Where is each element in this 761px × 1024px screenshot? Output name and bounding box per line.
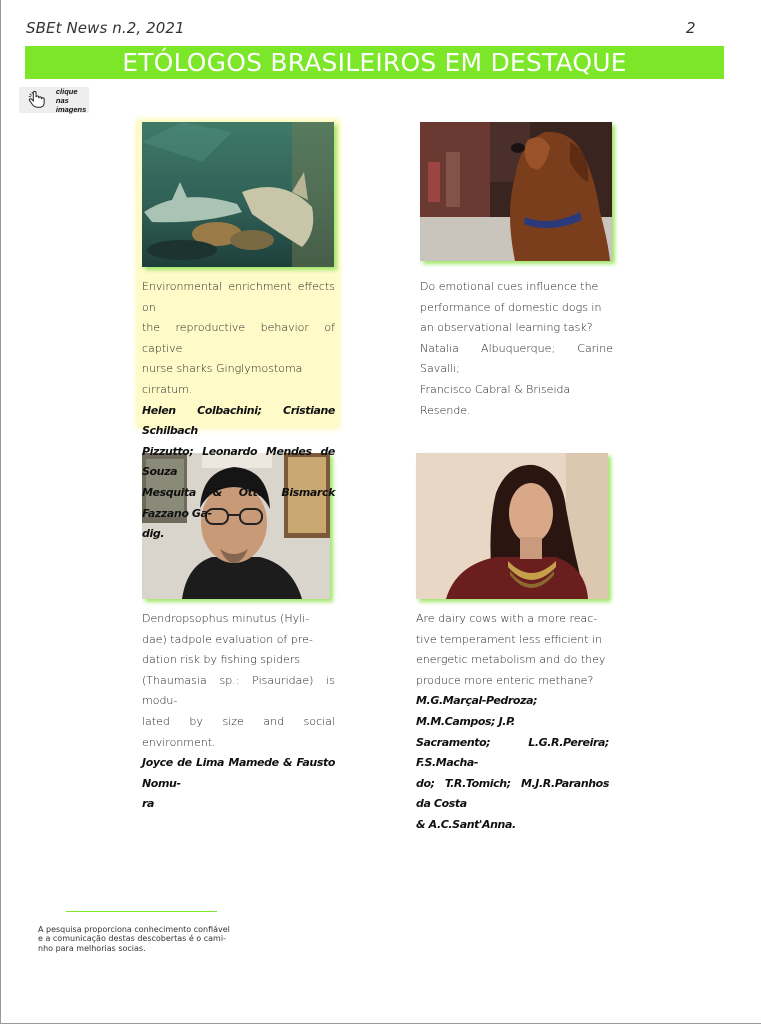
article-caption-4[interactable]: Are dairy cows with a more reac- tive temperament less efficient in energetic metabolism and do they produce more enteric methane? M.G.Marçal-Pedroza; M.M.Campos; J.P. Sacramento; L.G.R.Pereira; F.S.Macha- do; T.R.Tomich; M.J.R.Paranhos da Costa & A.C.Sant'Anna.	[416, 612, 609, 831]
footer-note: A pesquisa proporciona conhecimento confiável e a comunicação destas descobertas é o cami- nho para melhorias socias.	[38, 925, 230, 953]
hand-pointer-icon	[27, 90, 47, 110]
section-banner	[25, 46, 724, 79]
article-caption-3[interactable]: Dendropsophus minutus (Hyli- dae) tadpole evaluation of pre- dation risk by fishing spiders (Thaumasia sp.: Pisauridae) is modu- lated by size and social environment. Joyce de Lima Mamede & Fausto Nomu- ra	[142, 612, 335, 811]
article-caption-1[interactable]: Environmental enrichment effects on the reproductive behavior of captive nurse sharks Ginglymostoma cirratum. Helen Colbachini; Cristiane Schilbach Pizzutto; Leonardo Mendes de Souza Mesquita & Otto Bismarck Fazzano Ga- dig.	[142, 280, 335, 541]
publication-title: SBEt News n.2, 2021	[26, 19, 185, 37]
shark-photo[interactable]	[142, 122, 334, 267]
article-caption-2[interactable]: Do emotional cues influence the performance of domestic dogs in an observational learning task? Natalia Albuquerque; Carine Savalli; Francisco Cabral & Briseida Resende.	[420, 280, 613, 417]
researcher-woman-photo[interactable]	[416, 453, 608, 599]
hint-text: clique nas imagens	[55, 86, 87, 114]
page-number: 2	[686, 19, 696, 37]
dog-photo[interactable]	[420, 122, 612, 261]
footer-divider	[66, 911, 217, 912]
click-hint	[19, 87, 89, 113]
banner-title: ETÓLOGOS BRASILEIROS EM DESTAQUE	[122, 48, 627, 77]
